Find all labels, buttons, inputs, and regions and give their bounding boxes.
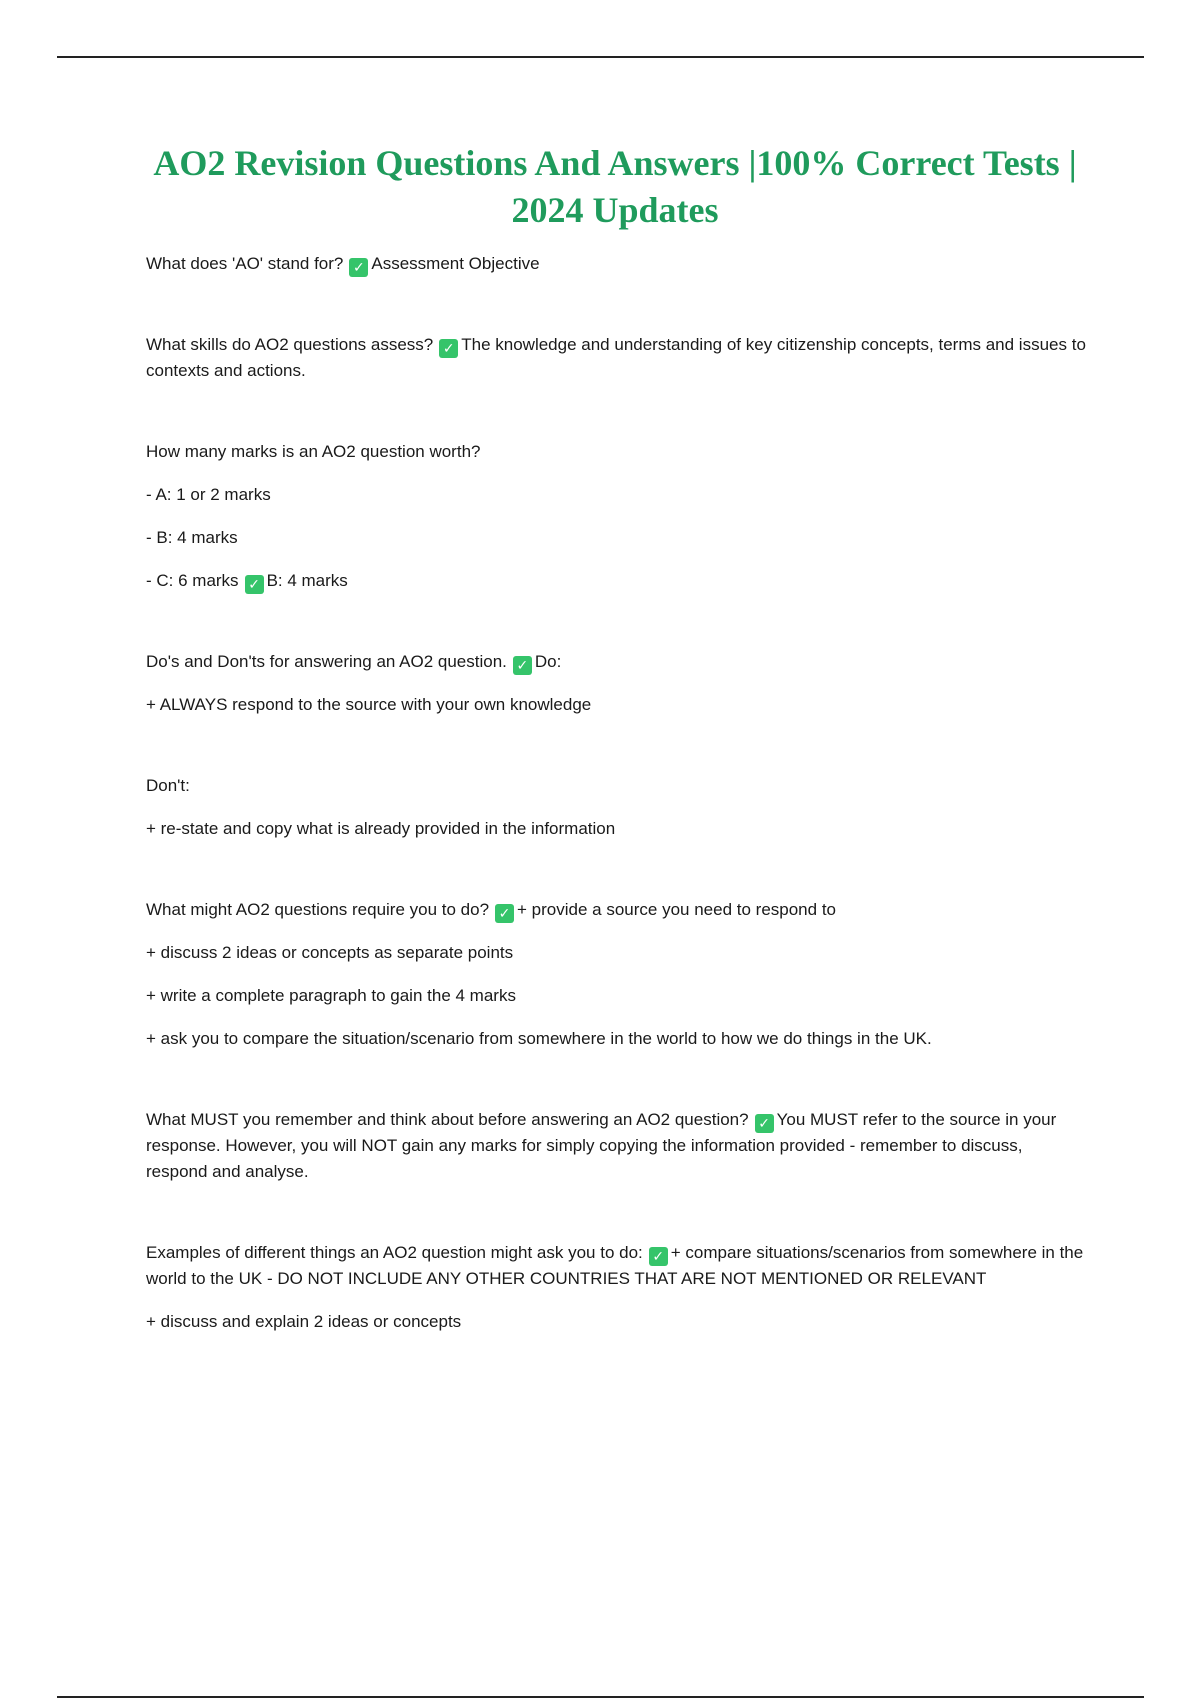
answer-line: + discuss 2 ideas or concepts as separate points	[146, 943, 514, 962]
qa-item-3	[146, 439, 1086, 465]
answer-line: + re-state and copy what is already provided in the information	[146, 819, 616, 838]
question-text: Do's and Don'ts for answering an AO2 question.	[146, 652, 507, 671]
answer-line: + discuss and explain 2 ideas or concepts	[146, 1312, 462, 1331]
check-icon: ✓	[349, 258, 368, 277]
option-line: - A: 1 or 2 marks	[146, 485, 271, 504]
question-text: What might AO2 questions require you to do?	[146, 900, 490, 919]
question-text: Examples of different things an AO2 question might ask you to do:	[146, 1243, 643, 1262]
document-title: AO2 Revision Questions And Answers |100% Correct Tests | 2024 Updates	[153, 143, 1077, 230]
answer-text: + provide a source you need to respond to	[517, 900, 836, 919]
qa-item-5	[146, 897, 1086, 923]
answer-line: Don't:	[146, 776, 190, 795]
question-text: How many marks is an AO2 question worth?	[146, 442, 481, 461]
check-icon: ✓	[513, 656, 532, 675]
answer-text: You MUST refer to the source in your response. However, you will NOT gain any marks for simply copying the information provided - remember to discuss, respond and analyse.	[146, 1110, 1057, 1181]
qa-item-7	[146, 1240, 1086, 1292]
qa-item-4	[146, 649, 1086, 675]
qa-item-2	[146, 332, 1086, 384]
bottom-rule	[57, 1696, 1144, 1698]
option-line: - C: 6 marks ✓ B: 4 marks	[146, 571, 348, 592]
check-icon: ✓	[755, 1114, 774, 1133]
check-icon: ✓	[649, 1247, 668, 1266]
answer-line: + write a complete paragraph to gain the 4 marks	[146, 986, 516, 1005]
answer-line: + ask you to compare the situation/scenario from somewhere in the world to how we do things in the UK.	[146, 1029, 932, 1048]
top-rule	[57, 56, 1144, 58]
question-text: What skills do AO2 questions assess?	[146, 335, 434, 354]
answer-text: B: 4 marks	[266, 571, 348, 590]
question-text: What does 'AO' stand for?	[146, 254, 344, 273]
answer-text: + compare situations/scenarios from somewhere in the world to the UK - DO NOT INCLUDE ANY OTHER COUNTRIES THAT ARE NOT MENTIONED OR RELEVANT	[146, 1243, 1084, 1288]
qa-item-6	[146, 1107, 1086, 1185]
question-text: What MUST you remember and think about before answering an AO2 question?	[146, 1110, 749, 1129]
answer-text: Do:	[534, 652, 562, 671]
option-line: - B: 4 marks	[146, 528, 238, 547]
answer-text: Assessment Objective	[371, 254, 540, 273]
qa-item-1	[146, 251, 1086, 277]
check-icon: ✓	[495, 904, 514, 923]
check-icon: ✓	[439, 339, 458, 358]
check-icon: ✓	[245, 575, 264, 594]
answer-text: The knowledge and understanding of key citizenship concepts, terms and issues to contexts and actions.	[146, 335, 1086, 380]
answer-line: + ALWAYS respond to the source with your own knowledge	[146, 695, 592, 714]
document-body	[146, 251, 1086, 1352]
